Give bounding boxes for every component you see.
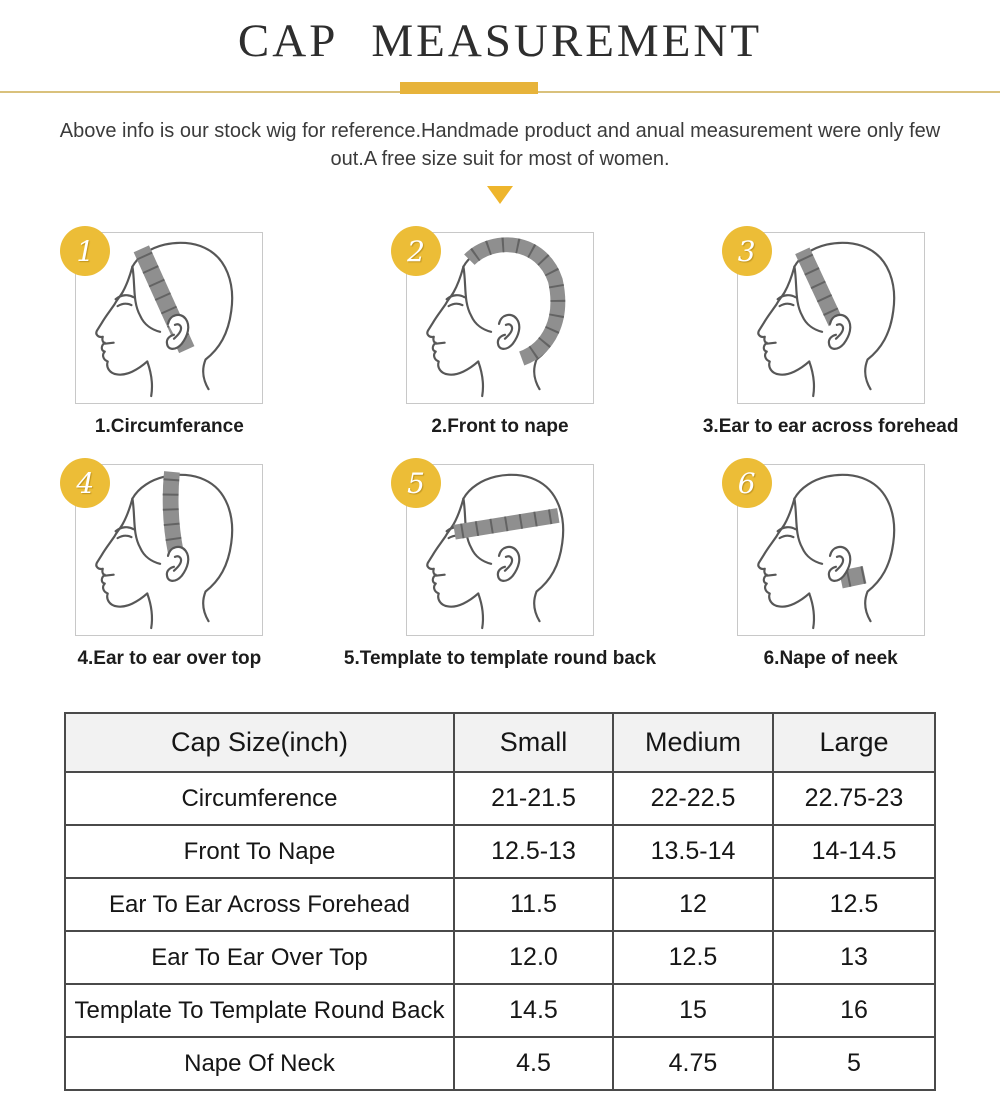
value-large: 14-14.5	[773, 825, 935, 878]
row-label: Template To Template Round Back	[65, 984, 454, 1037]
head-diagram-front-to-nape	[406, 232, 594, 404]
diagram-caption-3: 3.Ear to ear across forehead	[702, 416, 959, 437]
head-diagram-circumference	[75, 232, 263, 404]
col-header-small: Small	[454, 713, 613, 772]
col-header-cap-size: Cap Size(inch)	[65, 713, 454, 772]
value-small: 4.5	[454, 1037, 613, 1090]
value-large: 5	[773, 1037, 935, 1090]
value-large: 13	[773, 931, 935, 984]
value-medium: 15	[613, 984, 773, 1037]
diagram-cell-6	[737, 464, 925, 670]
value-small: 12.5-13	[454, 825, 613, 878]
head-diagram-ear-to-ear-forehead	[737, 232, 925, 404]
head-diagram-ear-to-ear-top	[75, 464, 263, 636]
intro-text	[0, 117, 1000, 173]
step-4-badge: 4	[60, 458, 110, 508]
value-small: 12.0	[454, 931, 613, 984]
diagram-caption-1: 1.Circumferance	[94, 416, 244, 437]
cap-size-table	[64, 712, 936, 1091]
down-arrow-icon	[487, 186, 513, 204]
value-medium: 12	[613, 878, 773, 931]
table-row-template-to-template	[65, 984, 935, 1037]
diagram-cell-3	[703, 232, 959, 438]
diagram-caption-6: 6.Nape of neek	[763, 648, 898, 669]
table-row-front-to-nape	[65, 825, 935, 878]
step-6-badge: 6	[722, 458, 772, 508]
diagram-caption-5: 5.Template to template round back	[343, 648, 657, 669]
head-diagram-template-round-back	[406, 464, 594, 636]
row-label: Ear To Ear Over Top	[65, 931, 454, 984]
value-medium: 22-22.5	[613, 772, 773, 825]
value-small: 14.5	[454, 984, 613, 1037]
row-label: Circumference	[65, 772, 454, 825]
step-2-badge: 2	[391, 226, 441, 276]
diagram-caption-2: 2.Front to nape	[431, 416, 569, 437]
diagram-caption-4: 4.Ear to ear over top	[77, 648, 262, 669]
value-medium: 12.5	[613, 931, 773, 984]
diagram-cell-4	[75, 464, 263, 670]
measurement-diagrams	[4, 232, 996, 670]
table-row-circumference	[65, 772, 935, 825]
row-label: Ear To Ear Across Forehead	[65, 878, 454, 931]
divider	[0, 82, 1000, 95]
value-large: 16	[773, 984, 935, 1037]
col-header-large: Large	[773, 713, 935, 772]
value-small: 21-21.5	[454, 772, 613, 825]
value-small: 11.5	[454, 878, 613, 931]
size-table-header-row	[65, 713, 935, 772]
intro-line-2: out.A free size suit for most of women.	[330, 148, 670, 170]
value-large: 12.5	[773, 878, 935, 931]
value-medium: 13.5-14	[613, 825, 773, 878]
col-header-medium: Medium	[613, 713, 773, 772]
value-large: 22.75-23	[773, 772, 935, 825]
head-diagram-nape-of-neck	[737, 464, 925, 636]
table-row-nape-of-neck	[65, 1037, 935, 1090]
divider-gold-bar	[400, 82, 538, 94]
value-medium: 4.75	[613, 1037, 773, 1090]
step-1-badge: 1	[60, 226, 110, 276]
diagram-cell-5	[344, 464, 656, 670]
diagram-cell-2	[406, 232, 594, 438]
table-row-ear-to-ear-over-top	[65, 931, 935, 984]
table-row-ear-to-ear-across-forehead	[65, 878, 935, 931]
diagram-cell-1	[75, 232, 263, 438]
step-5-badge: 5	[391, 458, 441, 508]
row-label: Front To Nape	[65, 825, 454, 878]
page-title: CAP MEASUREMENT	[237, 15, 763, 67]
intro-line-1: Above info is our stock wig for reference.Handmade product and anual measurement were only few	[59, 120, 941, 142]
step-3-badge: 3	[722, 226, 772, 276]
row-label: Nape Of Neck	[65, 1037, 454, 1090]
